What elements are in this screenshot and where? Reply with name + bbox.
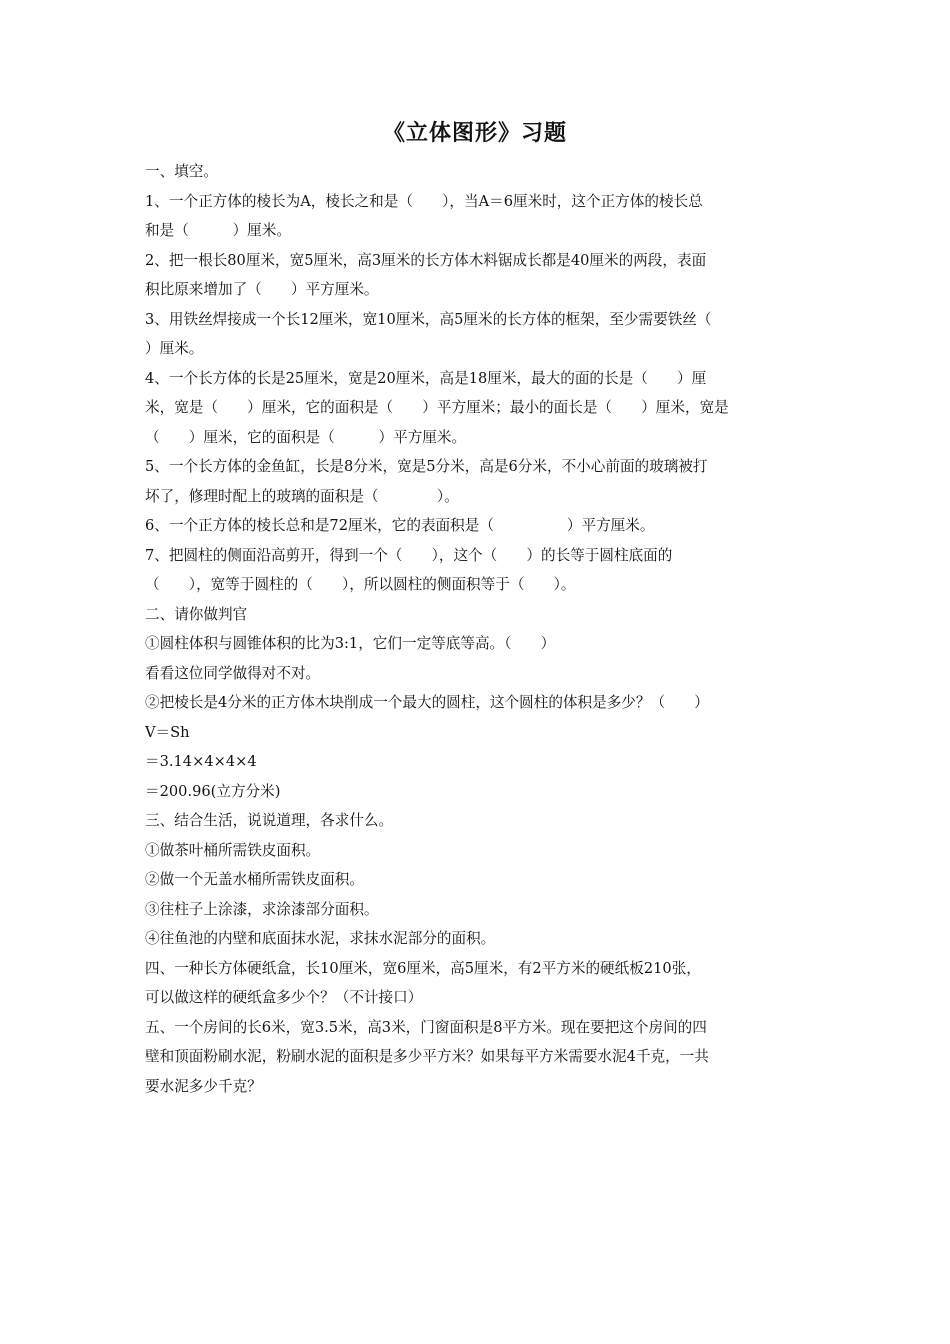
question-line: 6、一个正方体的棱长总和是72厘米，它的表面积是（ ）平方厘米。 — [145, 517, 655, 534]
question-line: 坏了，修理时配上的玻璃的面积是（ ）。 — [145, 487, 459, 505]
question-line: 3、用铁丝焊接成一个长12厘米，宽10厘米，高5厘米的长方体的框架，至少需要铁丝（ — [145, 310, 712, 328]
question-line: 看看这位同学做得对不对。 — [145, 664, 321, 682]
document-body — [145, 157, 805, 1101]
question-line: 5、一个长方体的金鱼缸，长是8分米，宽是5分米，高是6分米，不小心前面的玻璃被打 — [145, 458, 708, 475]
question-line: 要水泥多少千克？ — [145, 1077, 262, 1095]
section-heading: 三、结合生活，说说道理，各求什么。 — [145, 812, 394, 829]
question-line: ）厘米。 — [145, 340, 204, 357]
formula-line: ＝3.14×4×4×4 — [145, 753, 257, 770]
question-line: （ ），宽等于圆柱的（ ），所以圆柱的侧面积等于（ ）。 — [145, 576, 576, 593]
question-line: ③往柱子上涂漆，求涂漆部分面积。 — [145, 900, 379, 918]
question-line: ②做一个无盖水桶所需铁皮面积。 — [145, 871, 364, 888]
question-line: 可以做这样的硬纸盒多少个？（不计接口） — [145, 989, 423, 1006]
question-line: ①圆柱体积与圆锥体积的比为3:1，它们一定等底等高。（ ） — [145, 635, 556, 652]
section-heading: 二、请你做判官 — [145, 605, 248, 623]
question-line: ①做茶叶桶所需铁皮面积。 — [145, 841, 321, 859]
question-line: 2、把一根长80厘米，宽5厘米，高3厘米的长方体木料锯成长都是40厘米的两段，表面 — [145, 251, 707, 269]
formula-line: ＝200.96(立方分米) — [145, 782, 281, 800]
page-title: 《立体图形》习题 — [382, 121, 567, 146]
question-line: 壁和顶面粉刷水泥，粉刷水泥的面积是多少平方米？如果每平方米需要水泥4千克，一共 — [145, 1048, 709, 1065]
question-line: ④往鱼池的内壁和底面抹水泥，求抹水泥部分的面积。 — [145, 930, 496, 947]
question-line: 1、一个正方体的棱长为A，棱长之和是（ ），当A＝6厘米时，这个正方体的棱长总 — [145, 192, 703, 210]
question-line: 和是（ ）厘米。 — [145, 222, 291, 239]
question-line: 积比原来增加了（ ）平方厘米。 — [145, 281, 379, 298]
formula-line: V＝Sh — [145, 723, 190, 741]
question-line: 米，宽是（ ）厘米，它的面积是（ ）平方厘米；最小的面长是（ ）厘米，宽是 — [145, 399, 729, 416]
section-heading: 五、一个房间的长6米，宽3.5米，高3米，门窗面积是8平方米。现在要把这个房间的四 — [145, 1018, 707, 1036]
section-heading: 四、一种长方体硬纸盒，长10厘米，宽6厘米，高5厘米，有2平方米的硬纸板210张， — [145, 959, 701, 977]
section-heading: 一、填空。 — [145, 163, 218, 180]
question-line: （ ）厘米，它的面积是（ ）平方厘米。 — [145, 428, 467, 446]
question-line: 7、把圆柱的侧面沿高剪开，得到一个（ ），这个（ ）的长等于圆柱底面的 — [145, 546, 673, 564]
question-line: ②把棱长是4分米的正方体木块削成一个最大的圆柱，这个圆柱的体积是多少？（ ） — [145, 694, 709, 711]
question-line: 4、一个长方体的长是25厘米，宽是20厘米，高是18厘米，最大的面的长是（ ）厘 — [145, 369, 707, 387]
